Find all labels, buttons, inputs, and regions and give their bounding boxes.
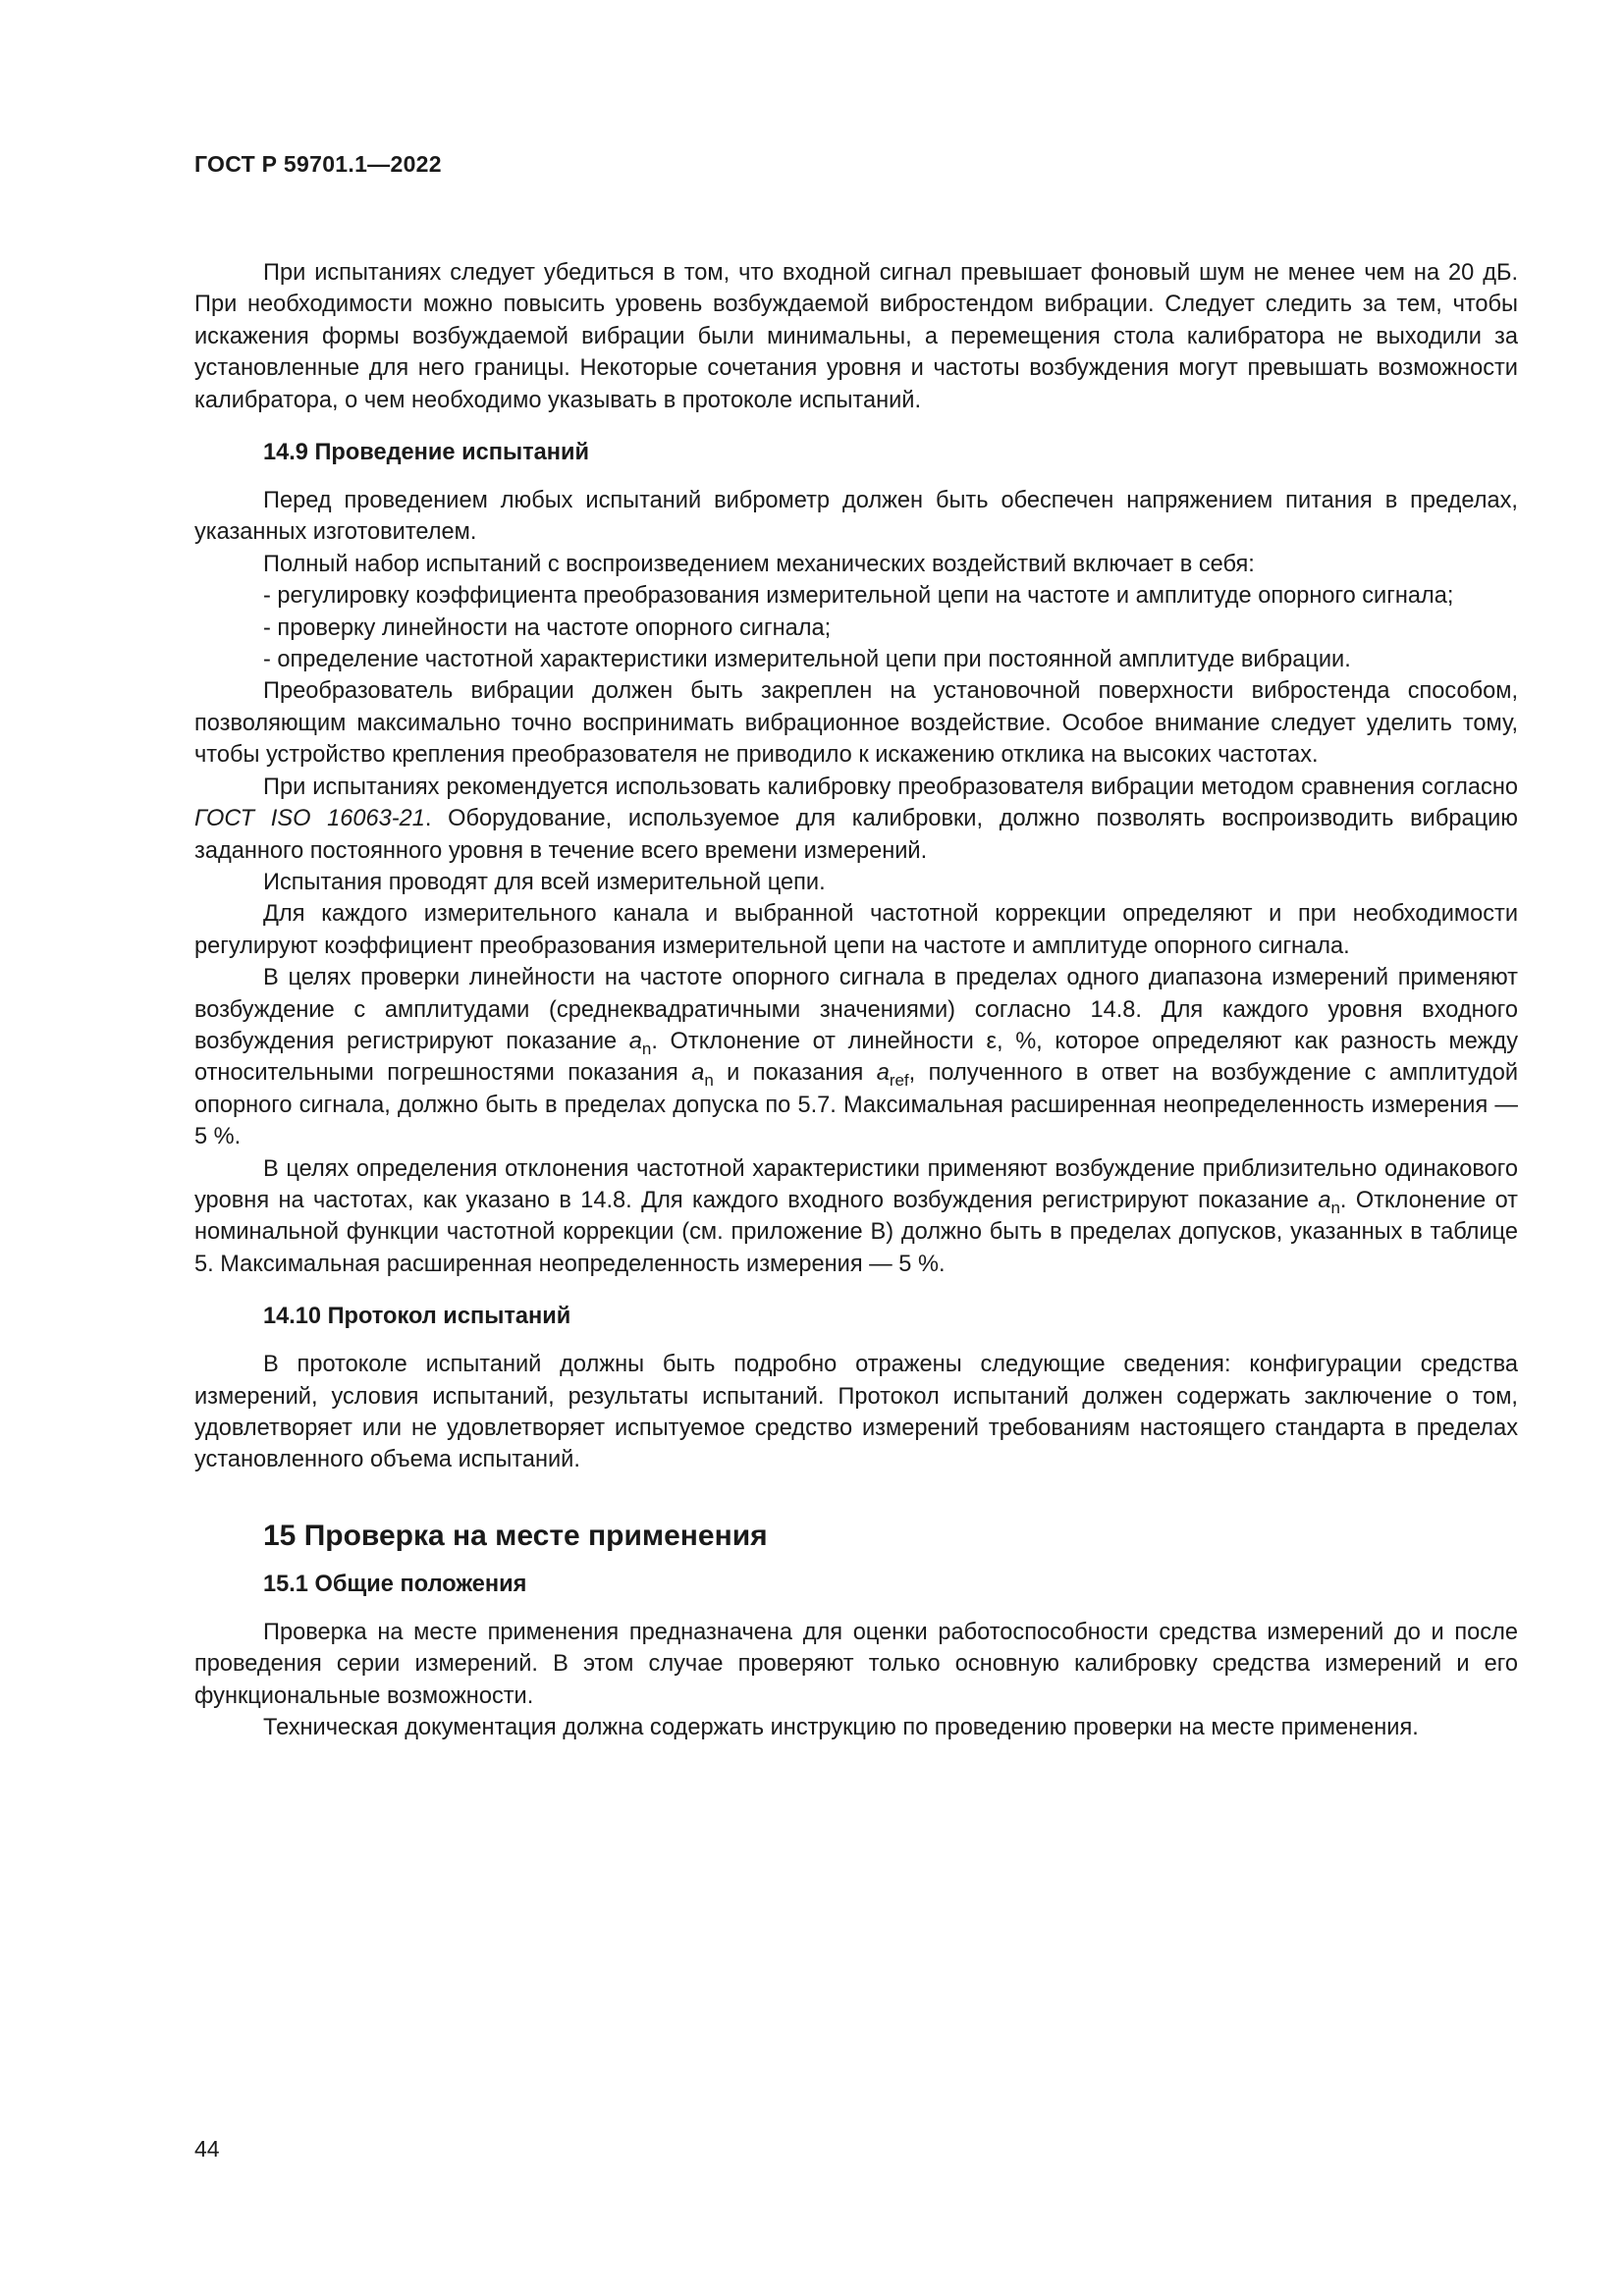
intro-paragraph: При испытаниях следует убедиться в том, что входной сигнал превышает фоновый шум не менее чем на 20 дБ. При необходимости можно повысить уровень возбуждаемой вибростендом вибрации. Следует следить за тем, чтобы искажения формы возбуждаемой вибрации были минимальны, а перемещения стола калибратора не выходили за установленные для него границы. Некоторые сочетания уровня и частоты возбуждения могут превышать возможности калибратора, о чем необходимо указывать в протоколе испытаний. [194, 260, 1518, 413]
symbol-a: a [628, 1028, 642, 1054]
document-header: ГОСТ Р 59701.1—2022 [194, 151, 442, 177]
paragraph: Для каждого измерительного канала и выбранной частотной коррекции определяют и при необходимости регулируют коэффициент преобразования измерительной цепи на частоте и амплитуде опорного сигнала. [194, 901, 1518, 959]
page-number: 44 [194, 2136, 220, 2162]
subscript-ref: ref [889, 1071, 909, 1091]
paragraph-frequency-response [194, 1153, 1518, 1281]
text-run: и показания [713, 1060, 877, 1087]
paragraph: Техническая документация должна содержать инструкцию по проведению проверки на месте применения. [263, 1715, 1419, 1741]
paragraph: Проверка на месте применения предназначена для оценки работоспособности средства измерений до и после проведения серии измерений. В этом случае проверяют только основную калибровку средства измерений и его функциональные возможности. [194, 1619, 1518, 1709]
paragraph: Полный набор испытаний с воспроизведением механических воздействий включает в себя: [263, 551, 1255, 577]
list-item: - проверку линейности на частоте опорного сигнала; [263, 614, 832, 641]
subscript-n: n [1330, 1198, 1340, 1217]
text-run: , полученного в ответ на возбуждение с амплитудой опорного сигнала, должно быть в пределах допуска по 5.7. Максимальная расширенная неопределенность измерения — 5 %. [194, 1060, 1519, 1150]
text-run: В целях определения отклонения частотной характеристики применяют возбуждение приблизительно одинакового уровня на частотах, как указано в 14.8. Для каждого входного возбуждения регистрируют показание [194, 1155, 1518, 1213]
text-run: . Отклонение от линейности ε, %, которое определяют как разность между относительными погрешностями показания [194, 1028, 1518, 1087]
paragraph: Преобразователь вибрации должен быть закреплен на установочной поверхности вибростенда способом, позволяющим максимально точно воспринимать вибрационное воздействие. Особое внимание следует уделить тому, чтобы устройство крепления преобразователя не приводило к искажению отклика на высоких частотах. [194, 678, 1518, 769]
section-14-9-heading: 14.9 Проведение испытаний [263, 440, 590, 466]
list-item: - определение частотной характеристики измерительной цепи при постоянной амплитуде вибрации. [263, 647, 1351, 673]
symbol-a: a [691, 1060, 705, 1087]
list-item: - регулировку коэффициента преобразования измерительной цепи на частоте и амплитуде опорного сигнала; [263, 583, 1454, 610]
section-15-heading: 15 Проверка на месте применения [263, 1519, 768, 1552]
symbol-a: a [876, 1060, 890, 1087]
paragraph-calibration [194, 772, 1518, 867]
symbol-a: a [1318, 1187, 1331, 1213]
text-run: В целях проверки линейности на частоте опорного сигнала в пределах одного диапазона измерений применяют возбуждение с амплитудами (среднеквадратичными значениями) согласно 14.8. Для каждого уровня входного возбуждения регистрируют показание [194, 965, 1518, 1054]
subscript-n: n [641, 1039, 652, 1058]
paragraph: Перед проведением любых испытаний виброметр должен быть обеспечен напряжением питания в пределах, указанных изготовителем. [194, 488, 1518, 546]
section-15-1-heading: 15.1 Общие положения [263, 1571, 527, 1597]
paragraph: Испытания проводят для всей измерительной цепи. [263, 869, 826, 895]
text-run: . Отклонение от номинальной функции частотной коррекции (см. приложение В) должно быть в пределах допусков, указанных в таблице 5. Максимальная расширенная неопределенность измерения — 5 %. [194, 1187, 1518, 1277]
section-14-10-heading: 14.10 Протокол испытаний [263, 1304, 571, 1330]
text-run: При испытаниях рекомендуется использовать калибровку преобразователя вибрации методом сравнения согласно [263, 774, 1518, 800]
standard-reference: ГОСТ ISO 16063-21 [194, 806, 425, 832]
document-body [194, 257, 1518, 1743]
paragraph-linearity [194, 962, 1518, 1152]
paragraph: В протоколе испытаний должны быть подробно отражены следующие сведения: конфигурации средства измерений, условия испытаний, результаты испытаний. Протокол испытаний должен содержать заключение о том, удовлетворяет или не удовлетворяет испытуемое средство измерений требованиям настоящего стандарта в пределах установленного объема испытаний. [194, 1352, 1518, 1473]
subscript-n: n [704, 1071, 714, 1091]
text-run: . Оборудование, используемое для калибровки, должно позволять воспроизводить вибрацию заданного постоянного уровня в течение всего времени измерений. [194, 806, 1518, 864]
